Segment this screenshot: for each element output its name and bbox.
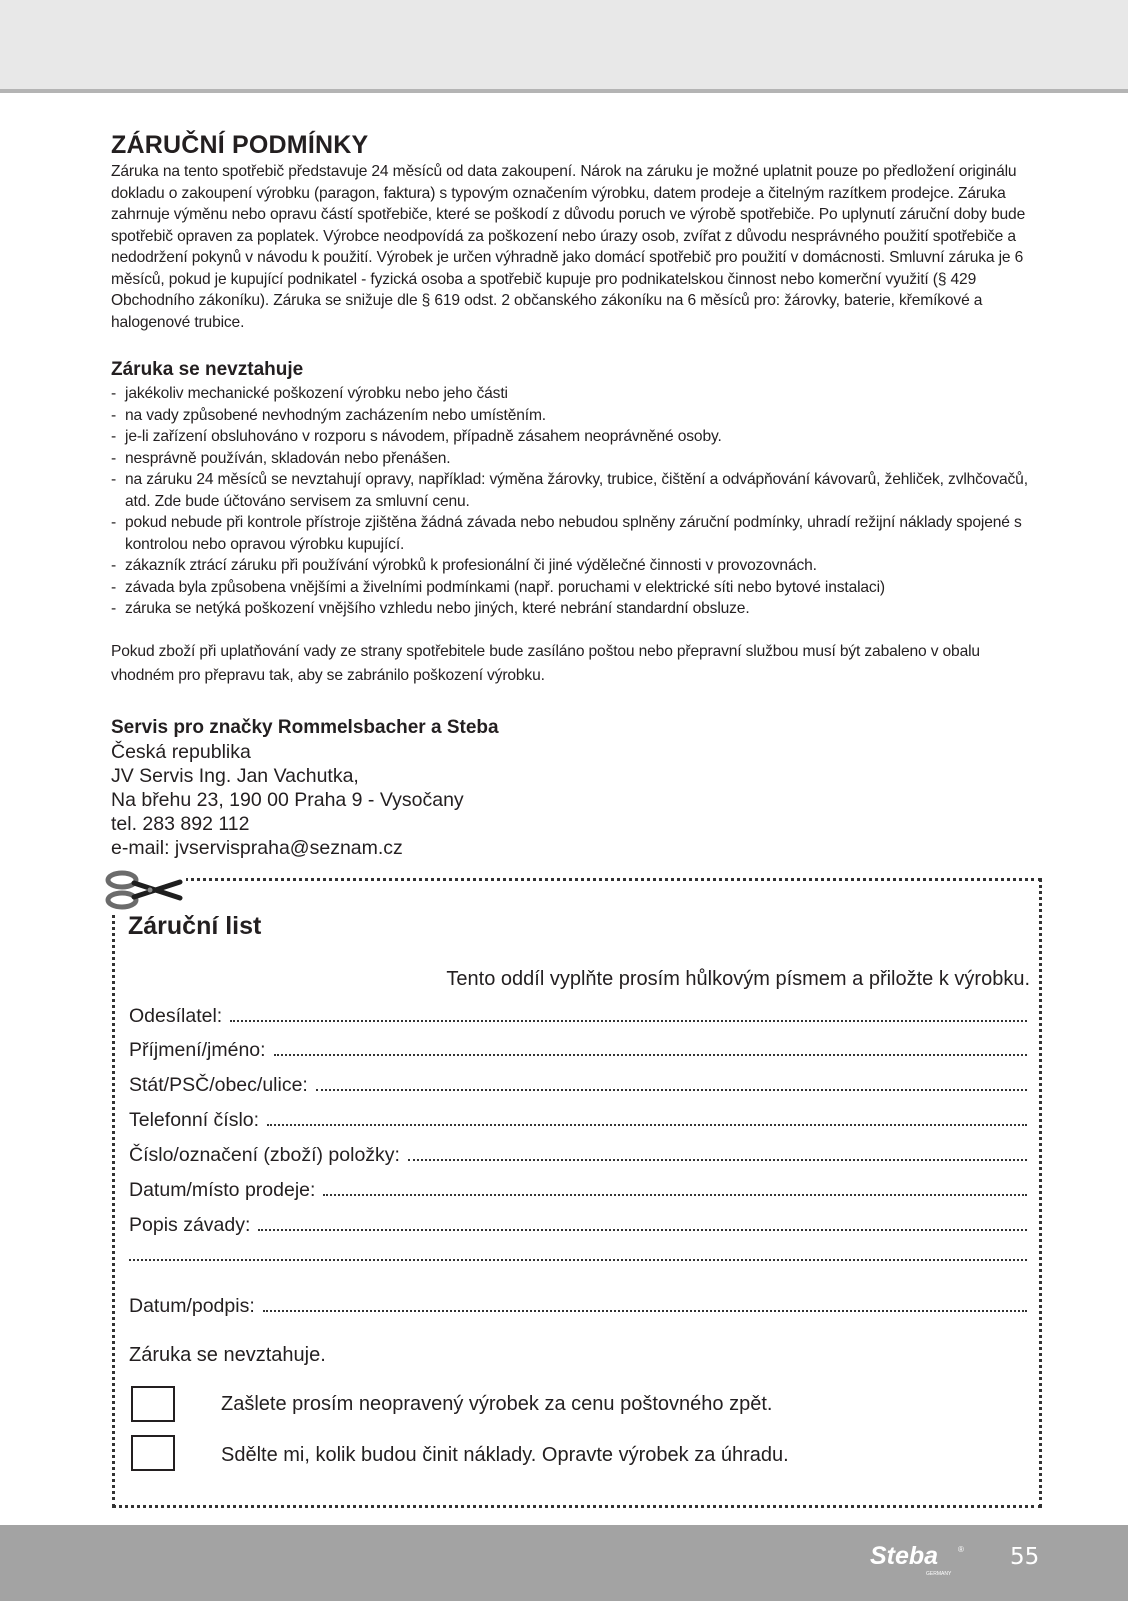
sender-label: Odesílatel: <box>129 1005 223 1027</box>
purchase-label: Datum/místo prodeje: <box>129 1179 316 1201</box>
defect-label: Popis závady: <box>129 1214 251 1236</box>
phone-label: Telefonní číslo: <box>129 1109 260 1131</box>
card-instruction: Tento oddíl vyplňte prosím hůlkovým písmem a přiložte k výrobku. <box>446 968 1030 990</box>
service-country: Česká republika <box>111 740 251 763</box>
list-item: - na vady způsobené nevhodným zacházením nebo umístěním. <box>111 405 1046 427</box>
list-item: - zákazník ztrácí záruku při používání výrobků k profesionální či jiné výdělečné činnosti v provozovnách. <box>111 555 1046 577</box>
document-body <box>111 131 1046 860</box>
no-warranty-text: Záruka se nevztahuje. <box>129 1344 326 1366</box>
scissors-icon <box>104 866 186 914</box>
sender-field[interactable] <box>129 1002 1027 1028</box>
list-item: - nesprávně používán, skladován nebo přenášen. <box>111 448 1046 470</box>
list-item: - závada byla způsobena vnějšími a živelními podmínkami (např. poruchami v elektrické síti nebo bytové instalaci) <box>111 577 1046 599</box>
list-item: - pokud nebude při kontrole přístroje zjištěna žádná závada nebo nebudou splněny záruční podmínky, uhradí režijní náklady spojené s kontrolou nebo opravou výrobku kupující. <box>111 512 1046 555</box>
paid-repair-label: Sdělte mi, kolik budou činit náklady. Opravte výrobek za úhradu. <box>221 1444 789 1466</box>
exclusions-list <box>111 383 1046 620</box>
service-company: JV Servis Ing. Jan Vachutka, <box>111 764 359 787</box>
item-label: Číslo/označení (zboží) položky: <box>129 1144 400 1166</box>
header-rule <box>0 89 1128 93</box>
signature-label: Datum/podpis: <box>129 1295 255 1317</box>
steba-logo <box>868 1540 988 1580</box>
svg-text:®: ® <box>958 1545 964 1554</box>
return-unrepaired-label: Zašlete prosím neopravený výrobek za cenu poštovného zpět. <box>221 1393 773 1415</box>
paid-repair-checkbox[interactable] <box>131 1435 175 1471</box>
service-heading: Servis pro značky Rommelsbacher a Steba <box>111 716 499 738</box>
service-address: Na břehu 23, 190 00 Praha 9 - Vysočany <box>111 788 464 811</box>
item-field[interactable] <box>129 1141 1027 1167</box>
header-band <box>0 0 1128 91</box>
defect-extra-line[interactable] <box>129 1259 1027 1261</box>
page-number: 55 <box>1010 1544 1040 1570</box>
address-field[interactable] <box>129 1071 1027 1097</box>
phone-field[interactable] <box>129 1106 1027 1132</box>
conditions-title: ZÁRUČNÍ PODMÍNKY <box>111 131 369 159</box>
purchase-field[interactable] <box>129 1176 1027 1202</box>
defect-field[interactable] <box>129 1211 1027 1237</box>
card-title: Záruční list <box>128 912 262 940</box>
exclusions-title: Záruka se nevztahuje <box>111 359 304 380</box>
service-phone: tel. 283 892 112 <box>111 812 250 835</box>
service-email: e-mail: jvservispraha@seznam.cz <box>111 836 403 859</box>
service-contact <box>111 716 1046 860</box>
list-item: - záruka se netýká poškození vnějšího vzhledu nebo jiných, které nebrání standardní obsluze. <box>111 598 1046 620</box>
name-label: Příjmení/jméno: <box>129 1039 266 1061</box>
name-field[interactable] <box>129 1036 1027 1062</box>
list-item: - jakékoliv mechanické poškození výrobku nebo jeho části <box>111 383 1046 405</box>
list-item: - na záruku 24 měsíců se nevztahují opravy, například: výměna žárovky, trubice, čištění a odvápňování kávovarů, žehliček, zvlhčovačů, atd. Zde bude účtováno servisem za smluvní cenu. <box>111 469 1046 512</box>
conditions-text: Záruka na tento spotřebič představuje 24 měsíců od data zakoupení. Nárok na záruku je možné uplatnit pouze po předložení originálu dokladu o zakoupení výrobku (paragon, faktura) s typovým označením výrobku, datem prodeje a čitelným razítkem prodejce. Záruka zahrnuje výměnu nebo opravu částí spotřebiče, které se poškodí z důvodu poruch ve výrobě spotřebiče. Po uplynutí záruční doby bude spotřebič opraven za poplatek. Výrobce neodpovídá za poškození nebo úrazy osob, zvířat z důvodu nesprávného použití spotřebiče a nedodržení pokynů v návodu k použití. Výrobek je určen výhradně jako domácí spotřebič pro použití v domácnosti. Smluvní záruka je 6 měsíců, pokud je kupující podnikatel - fyzická osoba a spotřebič kupuje pro podnikatelskou činnost nebo komerční využití (§ 429 Obchodního zákoníku). Záruka se snižuje dle § 619 odst. 2 občanského zákoníku na 6 měsíců pro: žárovky, baterie, křemíkové a halogenové trubice. <box>111 163 1026 331</box>
list-item: - je-li zařízení obsluhováno v rozporu s návodem, případně zásahem neoprávněné osoby. <box>111 426 1046 448</box>
signature-field[interactable] <box>129 1292 1027 1318</box>
svg-text:GERMANY: GERMANY <box>926 1571 952 1577</box>
shipping-note: Pokud zboží při uplatňování vady ze strany spotřebitele bude zasíláno poštou nebo přepravní službou musí být zabaleno v obalu vhodném pro přepravu tak, aby se zabránilo poškození výrobku. <box>111 642 980 684</box>
address-label: Stát/PSČ/obec/ulice: <box>129 1074 308 1096</box>
return-unrepaired-checkbox[interactable] <box>131 1386 175 1422</box>
svg-text:Steba: Steba <box>870 1542 939 1570</box>
